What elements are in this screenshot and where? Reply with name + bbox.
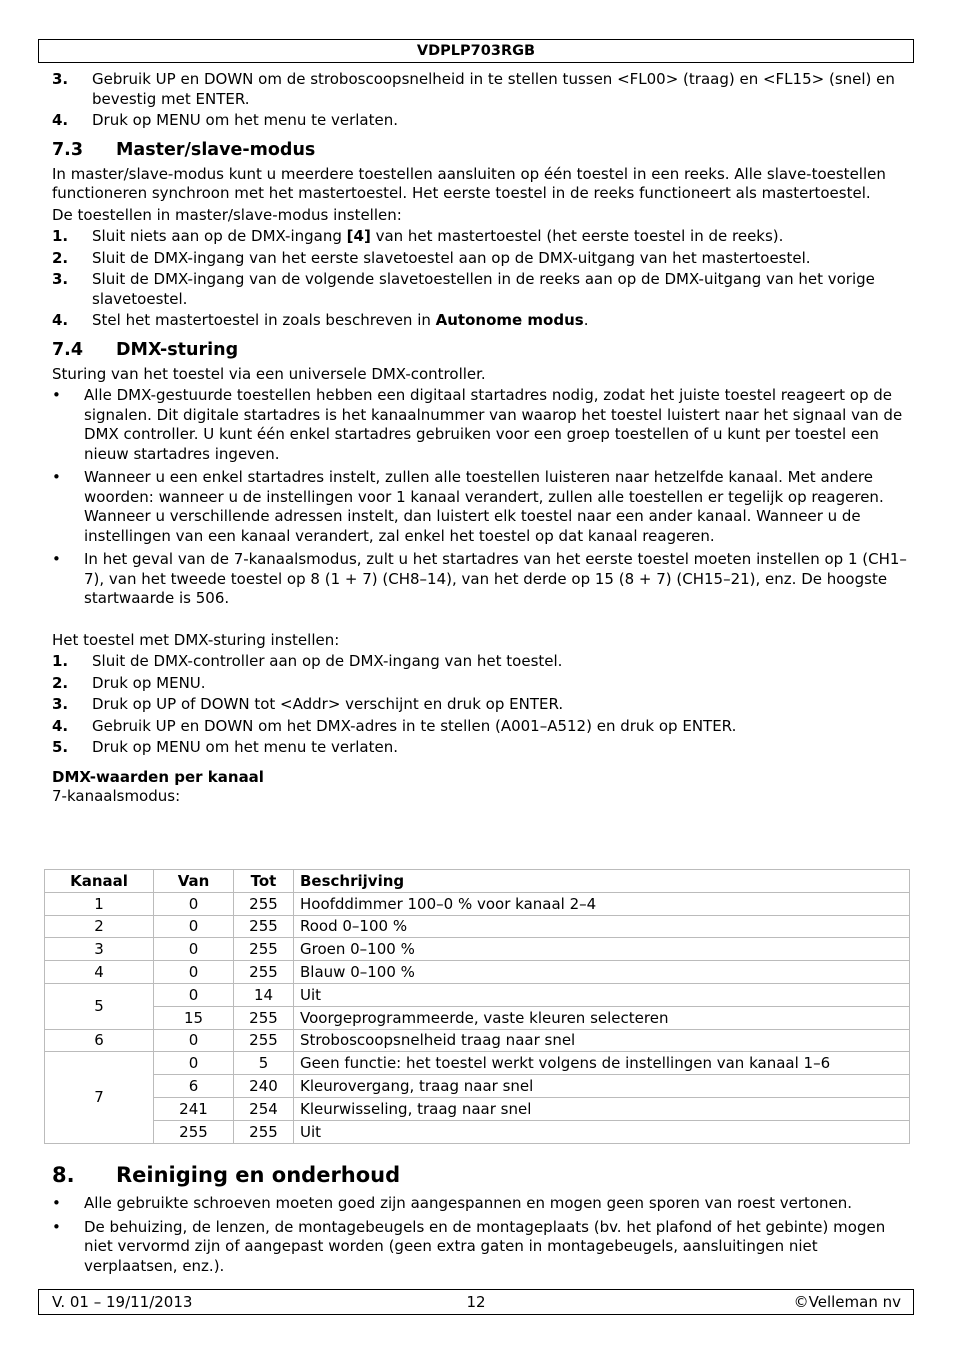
footer-version: V. 01 – 19/11/2013 — [52, 1293, 193, 1311]
page-footer — [38, 1289, 914, 1315]
table-row: 241 254 Kleurwisseling, traag naar snel — [45, 1097, 910, 1120]
list-item: 3. Sluit de DMX-ingang van de volgende slavetoestellen in de reeks aan op de DMX-uitgang van het vorige slavetoestel. — [52, 270, 875, 308]
master-slave-step-list — [52, 227, 912, 331]
list-item: • Wanneer u een enkel startadres instelt, zullen alle toestellen luisteren naar hetzelfde kanaal. Met andere woorden: wanneer u de instellingen voor 1 kanaal verandert, zullen alle toestellen er tegelijk op reageren. Wanneer u verschillende adressen instelt, dan luistert elk toestel naar een ander kanaal. Wanneer u de instellingen van een kanaal verandert, zal enkel het toestel op dat kanaal reageren. — [52, 468, 884, 545]
bullet-icon: • — [52, 386, 61, 404]
list-item: • De behuizing, de lenzen, de montagebeugels en de montageplaats (bv. het plafond of het gebinte) mogen niet vervormd zijn of aangepast worden (geen extra gaten in montagebeugels, aansluitingen niet verplaatsen, enz.). — [52, 1217, 886, 1275]
list-item: 3. Druk op UP of DOWN tot <Addr> verschijnt en druk op ENTER. — [52, 695, 564, 713]
list-item: 3. Gebruik UP en DOWN om de stroboscoopsnelheid in te stellen tussen <FL00> (traag) en <FL15> (snel) en bevestig met ENTER. — [52, 70, 895, 108]
table-row: 6 0 255 Stroboscoopsnelheid traag naar snel — [45, 1029, 910, 1052]
dmx-step-list — [52, 652, 912, 758]
list-item: 1. Sluit de DMX-controller aan op de DMX-ingang van het toestel. — [52, 652, 563, 670]
bullet-icon: • — [52, 468, 61, 486]
list-item: 5. Druk op MENU om het menu te verlaten. — [52, 738, 398, 756]
footer-page-number: 12 — [466, 1293, 486, 1311]
table-row: 7 0 5 Geen functie: het toestel werkt volgens de instellingen van kanaal 1–6 — [45, 1052, 910, 1075]
dmx-bullet-list — [52, 386, 912, 609]
list-item: • Alle DMX-gestuurde toestellen hebben een digitaal startadres nodig, zodat het juiste toestel reageert op de signalen. Dit digitale startadres is het kanaalnummer van waarop het toestel luistert naar het signaal van de DMX controller. U kunt één enkel startadres gebruiken voor een groep toestellen of u kunt per toestel een nieuw startadres ingeven. — [52, 386, 903, 463]
list-item: 2. Sluit de DMX-ingang van het eerste slavetoestel aan op de DMX-uitgang van het mastertoestel. — [52, 248, 811, 267]
bullet-icon: • — [52, 550, 61, 568]
table-row: 255 255 Uit — [45, 1120, 910, 1143]
column-header: Beschrijving — [294, 870, 910, 893]
paragraph: Sturing van het toestel via een universele DMX-controller. — [52, 364, 486, 383]
list-item: 2. Druk op MENU. — [52, 673, 206, 692]
dmx-values-table — [44, 869, 910, 1144]
list-item: 1. Sluit niets aan op de DMX-ingang [4] van het mastertoestel (het eerste toestel in de reeks). — [52, 227, 784, 245]
table-row: 3 0 255 Groen 0–100 % — [45, 938, 910, 961]
table-row: 2 0 255 Rood 0–100 % — [45, 915, 910, 938]
table-subtitle: 7-kanaalsmodus: — [52, 787, 181, 805]
table-row: 6 240 Kleurovergang, traag naar snel — [45, 1075, 910, 1098]
section-heading-7-3: 7.3 Master/slave-modus — [52, 139, 316, 160]
top-step-list — [52, 70, 912, 131]
paragraph: In master/slave-modus kunt u meerdere toestellen aansluiten op één toestel in een reeks. Alle slave-toestellen functioneren synchroon met het mastertoestel. Het eerste toestel in de reeks functioneert als mastertoestel. — [52, 164, 886, 202]
table-row: 5 0 14 Uit — [45, 983, 910, 1006]
paragraph: De toestellen in master/slave-modus instellen: — [52, 205, 402, 224]
section-heading-7-4: 7.4 DMX-sturing — [52, 339, 239, 360]
list-item: • In het geval van de 7-kanaalsmodus, zult u het startadres van het eerste toestel moeten instellen op 1 (CH1–7), van het tweede toestel op 8 (1 + 7) (CH8–14), van het derde op 15 (8 + 7) (CH15–21), enz. De hoogste startwaarde is 506. — [52, 550, 907, 607]
paragraph: Het toestel met DMX-sturing instellen: — [52, 630, 340, 649]
table-row: 1 0 255 Hoofddimmer 100–0 % voor kanaal 2–4 — [45, 892, 910, 915]
table-header-row — [45, 870, 910, 893]
footer-copyright: ©Velleman nv — [793, 1293, 901, 1311]
section-heading-8: 8. Reiniging en onderhoud — [52, 1163, 401, 1187]
list-item: • Alle gebruikte schroeven moeten goed zijn aangespannen en mogen geen sporen van roest vertonen. — [52, 1194, 853, 1212]
table-row: 4 0 255 Blauw 0–100 % — [45, 961, 910, 984]
header-title: VDPLP703RGB — [416, 43, 536, 59]
column-header: Kanaal — [45, 870, 154, 893]
page-header — [38, 39, 914, 63]
table-row: 15 255 Voorgeprogrammeerde, vaste kleuren selecteren — [45, 1006, 910, 1029]
list-item: 4. Druk op MENU om het menu te verlaten. — [52, 111, 398, 129]
bullet-icon: • — [52, 1217, 61, 1236]
list-item: 4. Stel het mastertoestel in zoals beschreven in Autonome modus. — [52, 311, 589, 329]
column-header: Van — [154, 870, 234, 893]
list-item: 4. Gebruik UP en DOWN om het DMX-adres in te stellen (A001–A512) en druk op ENTER. — [52, 716, 737, 735]
column-header: Tot — [234, 870, 294, 893]
bullet-icon: • — [52, 1194, 61, 1212]
page-content — [52, 70, 912, 809]
table-title: DMX-waarden per kanaal — [52, 767, 264, 786]
section-8 — [52, 1154, 912, 1280]
